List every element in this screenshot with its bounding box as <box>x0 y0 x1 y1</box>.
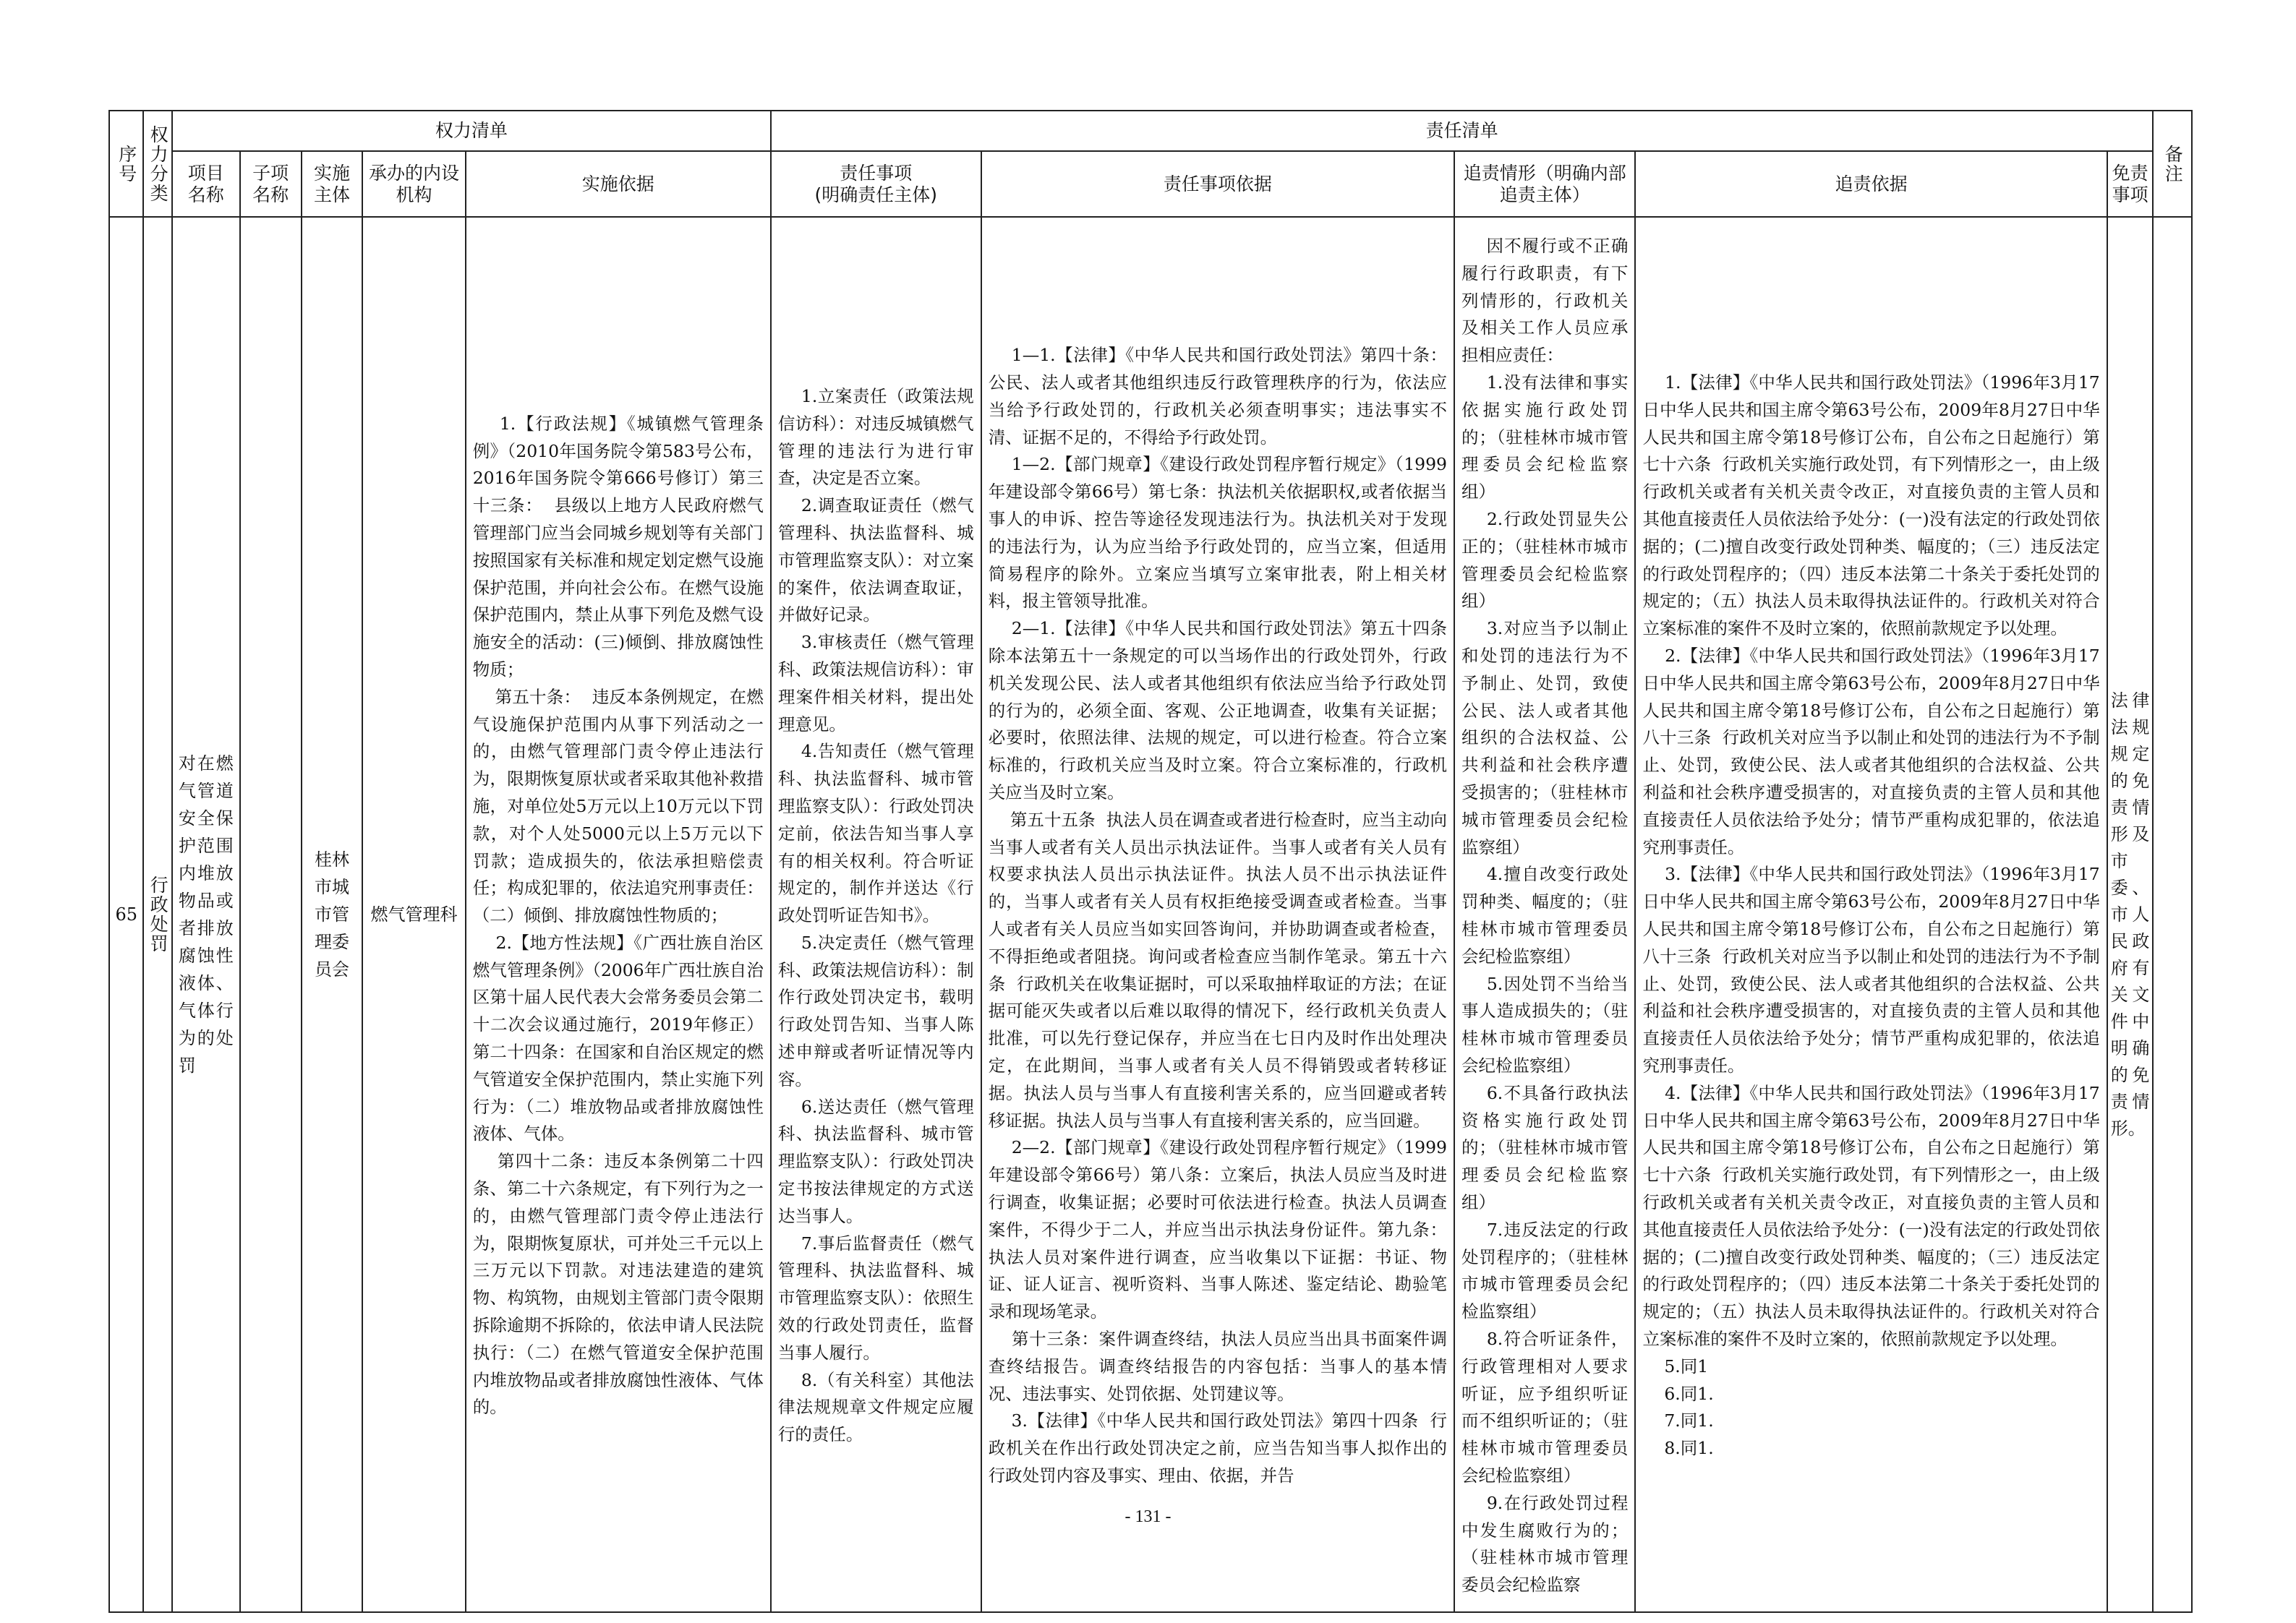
header-basis: 实施依据 <box>466 151 771 217</box>
header-account-basis: 追责依据 <box>1635 151 2107 217</box>
row-subject: 桂林市城市管理委员会 <box>302 217 363 1612</box>
row-basis: 1.【行政法规】《城镇燃气管理条例》（2010年国务院令第583号公布，2016年国务院令第666号修订）第三十三条： 县级以上地方人民政府燃气管理部门应当会同城乡规划等有关部门按照国家有关标准和规定划定燃气设施保护范围，并向社会公布。在燃气设施保护范围内，禁止从事下列危及燃气设施安全的活动：(三)倾倒、排放腐蚀性物质； 第五十条： 违反本条例规定，在燃气设施保护范围内从事下列活动之一的，由燃气管理部门责令停止违法行为，限期恢复原状或者采取其他补救措施，对单位处5万元以上10万元以下罚款，对个人处5000元以上5万元以下罚款；造成损失的，依法承担赔偿责任；构成犯罪的，依法追究刑事责任：（二）倾倒、排放腐蚀性物质的； 2.【地方性法规】《广西壮族自治区燃气管理条例》（2006年广西壮族自治区第十届人民代表大会常务委员会第二十二次会议通过施行，2019年修正）第二十四条：在国家和自治区规定的燃气管道安全保护范围内，禁止实施下列行为：（二）堆放物品或者排放腐蚀性液体、气体。 第四十二条：违反本条例第二十四条、第二十六条规定，有下列行为之一的，由燃气管理部门责令停止违法行为，限期恢复原状，可并处三千元以上三万元以下罚款。对违法建造的建筑物、构筑物，由规划主管部门责令限期拆除逾期不拆除的，依法申请人民法院执行：（二）在燃气管道安全保护范围内堆放物品或者排放腐蚀性液体、气体的。 <box>466 217 771 1612</box>
header-sub-name: 子项名称 <box>240 151 302 217</box>
header-item-name: 项目名称 <box>172 151 240 217</box>
header-remark: 备注 <box>2153 111 2192 217</box>
row-exempt: 法律法规规定的免责情形及市委、市人民政府有关文件中明确的免责情形。 <box>2107 217 2154 1612</box>
header-account: 追责情形（明确内部追责主体） <box>1454 151 1635 217</box>
row-account: 因不履行或不正确履行行政职责，有下列情形的，行政机关及相关工作人员应承担相应责任： 1.没有法律和事实依据实施行政处罚的；（驻桂林市城市管理委员会纪检监察组） 2.行政处罚显失公正的；（驻桂林市城市管理委员会纪检监察组） 3.对应当予以制止和处罚的违法行为不予制止、处罚，致使公民、法人或者其他组织的合法权益、公共利益和社会秩序遭受损害的；（驻桂林市城市管理委员会纪检监察组） 4.擅自改变行政处罚种类、幅度的；（驻桂林市城市管理委员会纪检监察组） 5.因处罚不当给当事人造成损失的；（驻桂林市城市管理委员会纪检监察组） 6.不具备行政执法资格实施行政处罚的；（驻桂林市城市管理委员会纪检监察组） 7.违反法定的行政处罚程序的；（驻桂林市城市管理委员会纪检监察组） 8.符合听证条件，行政管理相对人要求听证，应予组织听证而不组织听证的；（驻桂林市城市管理委员会纪检监察组） 9.在行政处罚过程中发生腐败行为的；（驻桂林市城市管理委员会纪检监察 <box>1454 217 1635 1612</box>
header-resp-item: 责任事项 (明确责任主体) <box>771 151 981 217</box>
header-power-type: 权力分类 <box>143 111 171 217</box>
header-exempt: 免责事项 <box>2107 151 2154 217</box>
row-account-basis: 1.【法律】《中华人民共和国行政处罚法》（1996年3月17日中华人民共和国主席令第63号公布，2009年8月27日中华人民共和国主席令第18号修订公布，自公布之日起施行）第七十六条 行政机关实施行政处罚，有下列情形之一，由上级行政机关或者有关机关责令改正，对直接负责的主管人员和其他直接责任人员依法给予处分：(一)没有法定的行政处罚依据的；(二)擅自改变行政处罚种类、幅度的；（三）违反法定的行政处罚程序的；（四）违反本法第二十条关于委托处罚的规定的；（五）执法人员未取得执法证件的。行政机关对符合立案标准的案件不及时立案的，依照前款规定予以处理。 2.【法律】《中华人民共和国行政处罚法》（1996年3月17日中华人民共和国主席令第63号公布，2009年8月27日中华人民共和国主席令第18号修订公布，自公布之日起施行）第八十三条 行政机关对应当予以制止和处罚的违法行为不予制止、处罚，致使公民、法人或者其他组织的合法权益、公共利益和社会秩序遭受损害的，对直接负责的主管人员和其他直接责任人员依法给予处分；情节严重构成犯罪的，依法追究刑事责任。 3.【法律】《中华人民共和国行政处罚法》（1996年3月17日中华人民共和国主席令第63号公布，2009年8月27日中华人民共和国主席令第18号修订公布，自公布之日起施行）第八十三条 行政机关对应当予以制止和处罚的违法行为不予制止、处罚，致使公民、法人或者其他组织的合法权益、公共利益和社会秩序遭受损害的，对直接负责的主管人员和其他直接责任人员依法给予处分；情节严重构成犯罪的，依法追究刑事责任。 4.【法律】《中华人民共和国行政处罚法》（1996年3月17日中华人民共和国主席令第63号公布，2009年8月27日中华人民共和国主席令第18号修订公布，自公布之日起施行）第七十六条 行政机关实施行政处罚，有下列情形之一，由上级行政机关或者有关机关责令改正，对直接负责的主管人员和其他直接责任人员依法给予处分：(一)没有法定的行政处罚依据的；(二)擅自改变行政处罚种类、幅度的；（三）违反法定的行政处罚程序的；（四）违反本法第二十条关于委托处罚的规定的；（五）执法人员未取得执法证件的。行政机关对符合立案标准的案件不及时立案的，依照前款规定予以处理。 5.同1 6.同1. 7.同1. 8.同1. <box>1635 217 2107 1612</box>
row-sub-name <box>240 217 302 1612</box>
row-seq: 65 <box>109 217 143 1612</box>
page-number: - 131 - <box>1124 1507 1172 1526</box>
power-responsibility-table <box>108 110 2193 1613</box>
row-item-name: 对在燃气管道安全保护范围内堆放物品或者排放腐蚀性液体、气体行为的处罚 <box>172 217 240 1612</box>
row-dept: 燃气管理科 <box>362 217 465 1612</box>
header-resp-list: 责任清单 <box>771 111 2154 151</box>
row-power-type: 行政处罚 <box>143 217 171 1612</box>
row-remark <box>2153 217 2192 1612</box>
header-dept: 承办的内设机构 <box>362 151 465 217</box>
row-resp-item: 1.立案责任（政策法规信访科）：对违反城镇燃气管理的违法行为进行审查，决定是否立案。 2.调查取证责任（燃气管理科、执法监督科、城市管理监察支队）：对立案的案件，依法调查取证，并做好记录。 3.审核责任（燃气管理科、政策法规信访科）：审理案件相关材料，提出处理意见。 4.告知责任（燃气管理科、执法监督科、城市管理监察支队）：行政处罚决定前，依法告知当事人享有的相关权利。符合听证规定的，制作并送达《行政处罚听证告知书》。 5.决定责任（燃气管理科、政策法规信访科）：制作行政处罚决定书，载明行政处罚告知、当事人陈述申辩或者听证情况等内容。 6.送达责任（燃气管理科、执法监督科、城市管理监察支队）：行政处罚决定书按法律规定的方式送达当事人。 7.事后监督责任（燃气管理科、执法监督科、城市管理监察支队）：依照生效的行政处罚责任，监督当事人履行。 8.（有关科室）其他法律法规规章文件规定应履行的责任。 <box>771 217 981 1612</box>
row-resp-basis: 1—1.【法律】《中华人民共和国行政处罚法》第四十条：公民、法人或者其他组织违反行政管理秩序的行为，依法应当给予行政处罚的，行政机关必须查明事实；违法事实不清、证据不足的，不得给予行政处罚。 1—2.【部门规章】《建设行政处罚程序暂行规定》（1999年建设部令第66号）第七条：执法机关依据职权,或者依据当事人的申诉、控告等途径发现违法行为。执法机关对于发现的违法行为，认为应当给予行政处罚的，应当立案，但适用简易程序的除外。立案应当填写立案审批表，附上相关材料，报主管领导批准。 2—1.【法律】《中华人民共和国行政处罚法》第五十四条 除本法第五十一条规定的可以当场作出的行政处罚外，行政机关发现公民、法人或者其他组织有依法应当给予行政处罚的行为的，必须全面、客观、公正地调查，收集有关证据；必要时，依照法律、法规的规定，可以进行检查。符合立案标准的，行政机关应当及时立案。符合立案标准的，行政机关应当及时立案。 第五十五条 执法人员在调查或者进行检查时，应当主动向当事人或者有关人员出示执法证件。当事人或者有关人员有权要求执法人员出示执法证件。执法人员不出示执法证件的，当事人或者有关人员有权拒绝接受调查或者检查。当事人或者有关人员应当如实回答询问，并协助调查或者检查，不得拒绝或者阻挠。询问或者检查应当制作笔录。第五十六条 行政机关在收集证据时，可以采取抽样取证的方法；在证据可能灭失或者以后难以取得的情况下，经行政机关负责人批准，可以先行登记保存，并应当在七日内及时作出处理决定，在此期间，当事人或者有关人员不得销毁或者转移证据。执法人员与当事人有直接利害关系的，应当回避或者转移证据。执法人员与当事人有直接利害关系的，应当回避。 2—2.【部门规章】《建设行政处罚程序暂行规定》（1999年建设部令第66号）第八条：立案后，执法人员应当及时进行调查，收集证据；必要时可依法进行检查。执法人员调查案件，不得少于二人，并应当出示执法身份证件。第九条：执法人员对案件进行调查，应当收集以下证据：书证、物证、证人证言、视听资料、当事人陈述、鉴定结论、勘验笔录和现场笔录。 第十三条：案件调查终结，执法人员应当出具书面案件调查终结报告。调查终结报告的内容包括：当事人的基本情况、违法事实、处罚依据、处罚建议等。 3.【法律】《中华人民共和国行政处罚法》第四十四条 行政机关在作出行政处罚决定之前，应当告知当事人拟作出的行政处罚内容及事实、理由、依据，并告 <box>981 217 1454 1612</box>
header-seq: 序号 <box>109 111 143 217</box>
header-subject: 实施主体 <box>302 151 363 217</box>
header-resp-basis: 责任事项依据 <box>981 151 1454 217</box>
header-power-list: 权力清单 <box>172 111 771 151</box>
